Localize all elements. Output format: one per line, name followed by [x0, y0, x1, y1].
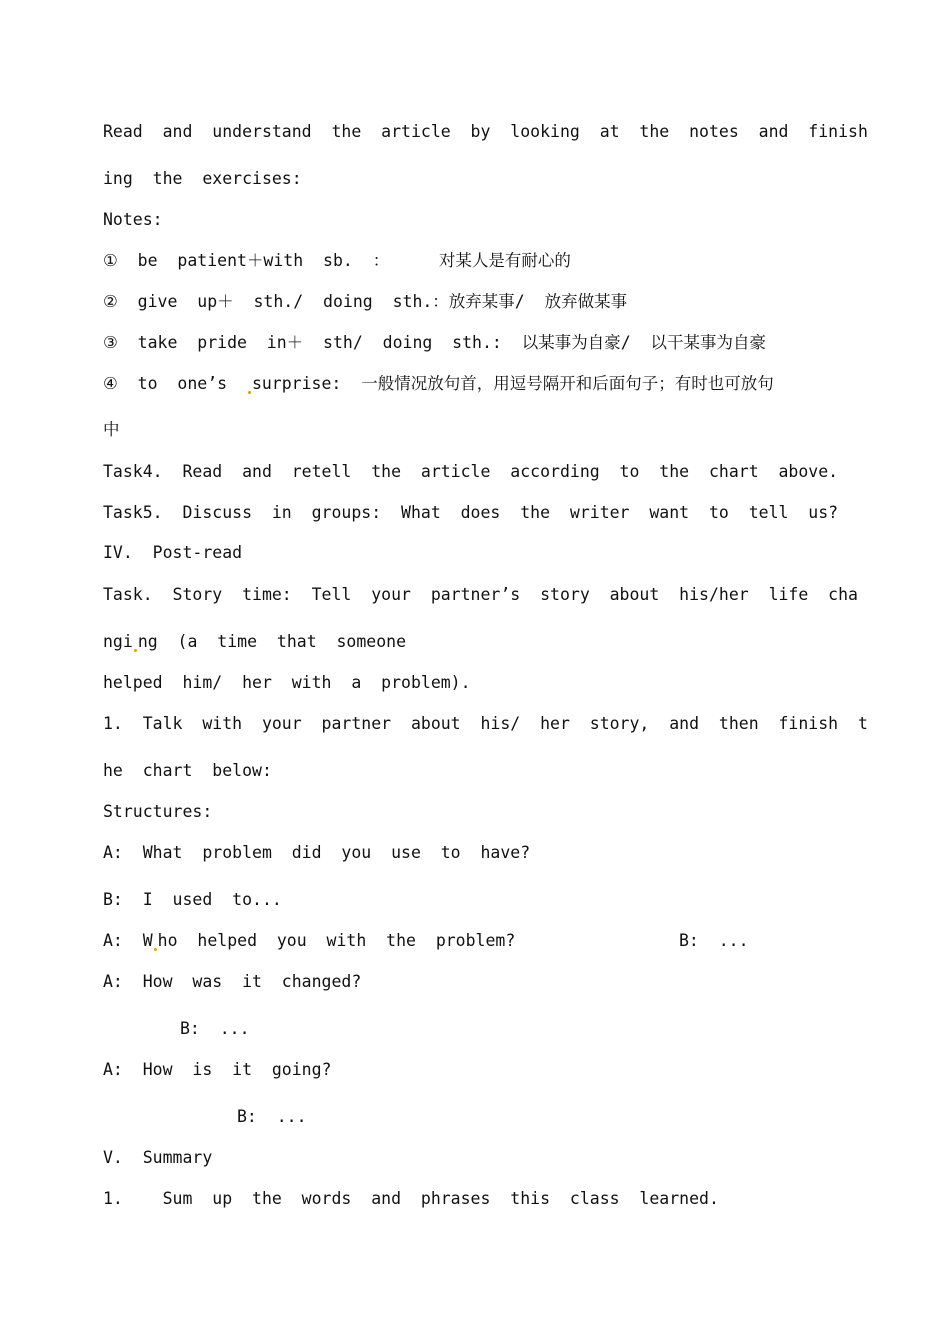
dialogue-a2-part-a: A: W — [103, 931, 153, 950]
note-4-part-a: ④ to one’s — [103, 374, 247, 393]
task5-line: Task5. Discuss in groups: What does the writer want to tell us? — [103, 503, 839, 522]
story-task-part-a: ngi — [103, 632, 133, 651]
note-2: ② give up＋ sth./ doing sth.：放弃某事/ 放弃做某事 — [103, 292, 628, 311]
section-v-heading: V. Summary — [103, 1148, 213, 1167]
note-3: ③ take pride in＋ sth/ doing sth.: 以某事为自豪/ 以干某事为自豪 — [103, 333, 767, 352]
instruction-line-1: Read and understand the article by looking at the notes and finish — [103, 122, 868, 141]
dialogue-a1: A: What problem did you use to have? — [103, 843, 531, 862]
dialogue-a4: A: How is it going? — [103, 1060, 332, 1079]
summary-item-1: 1. Sum up the words and phrases this class learned. — [103, 1189, 719, 1208]
notes-heading: Notes: — [103, 210, 163, 229]
note-4-continued: 中 — [103, 420, 120, 439]
story-task-line-3: helped him/ her with a problem). — [103, 673, 471, 692]
dialogue-b3: B: ... — [180, 1019, 250, 1038]
exercise-1-line-2: he chart below: — [103, 761, 272, 780]
instruction-line-2: ing the exercises: — [103, 169, 302, 188]
dialogue-b4: B: ... — [237, 1107, 307, 1126]
story-task-part-b: ng (a time that someone — [137, 632, 407, 651]
marker-dot — [154, 948, 157, 951]
task4-line: Task4. Read and retell the article according to the chart above. — [103, 462, 839, 481]
story-task-line-2 — [103, 632, 406, 652]
note-4-part-b: surprise: 一般情况放句首，用逗号隔开和后面句子；有时也可放句 — [251, 374, 774, 393]
note-1: ① be patient＋with sb. ： 对某人是有耐心的 — [103, 251, 571, 270]
note-4 — [103, 374, 774, 394]
exercise-1-line-1: 1. Talk with your partner about his/ her story, and then finish t — [103, 714, 868, 733]
dialogue-a2 — [103, 931, 515, 951]
dialogue-a2-part-b: ho helped you with the problem? — [157, 931, 516, 950]
marker-dot — [248, 391, 251, 394]
marker-dot — [134, 649, 137, 652]
section-iv-heading: IV. Post-read — [103, 543, 243, 562]
dialogue-b1: B: I used to... — [103, 890, 282, 909]
dialogue-a3: A: How was it changed? — [103, 972, 362, 991]
structures-heading: Structures: — [103, 802, 213, 821]
story-task-line-1: Task. Story time: Tell your partner’s story about his/her life cha — [103, 585, 858, 604]
dialogue-b2: B: ... — [679, 931, 749, 950]
